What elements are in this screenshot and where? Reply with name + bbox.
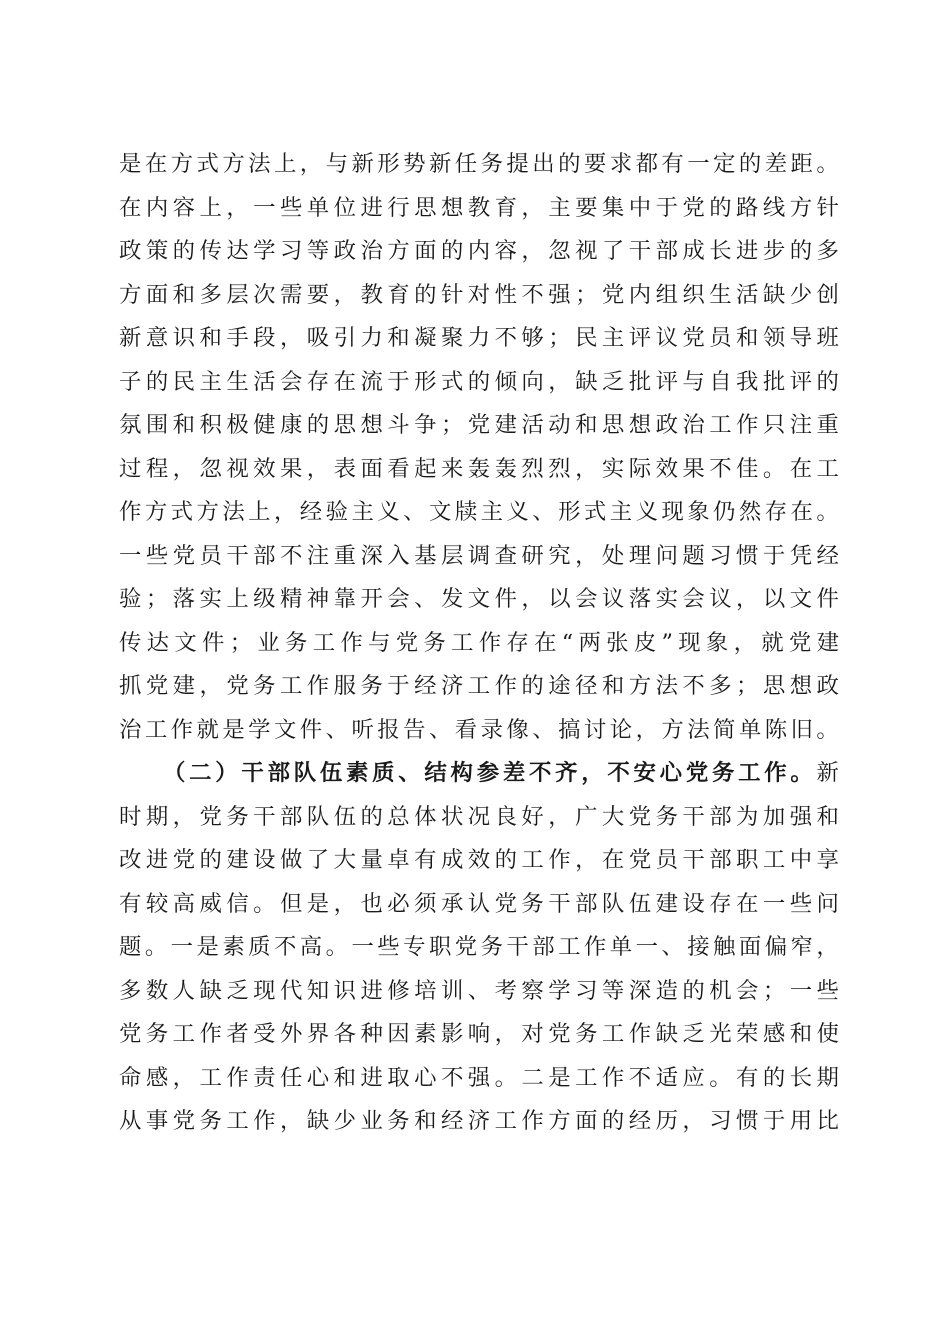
text-line: 是 在 方 式 方 法 上 ， 与 新 形 势 新 任 务 提 出 的 要 求 都 有 一 定 的 差 距 。 <box>119 151 839 177</box>
text-line: 氛 围 和 积 极 健 康 的 思 想 斗 争 ； 党 建 活 动 和 思 想 政 治 工 作 只 注 重 <box>119 412 839 438</box>
text-line: 党 务 工 作 者 受 外 界 各 种 因 素 影 响 ， 对 党 务 工 作 缺 乏 光 荣 感 和 使 <box>119 1021 839 1047</box>
text-line: 从 事 党 务 工 作 ， 缺 少 业 务 和 经 济 工 作 方 面 的 经 历 ， 习 惯 于 用 比 <box>119 1108 839 1134</box>
text-line: 多 数 人 缺 乏 现 代 知 识 进 修 培 训 、 考 察 学 习 等 深 造 的 机 会 ； 一 些 <box>119 977 839 1004</box>
text-line: 传 达 文 件 ； 业 务 工 作 与 党 务 工 作 存 在 “ 两 张 皮 ” 现 象 ， 就 党 建 <box>119 629 839 656</box>
text-line: 命 感 ， 工 作 责 任 心 和 进 取 心 不 强 。 二 是 工 作 不 适 应 。 有 的 长 期 <box>119 1064 839 1091</box>
text-line: 有 较 高 威 信 。 但 是 ， 也 必 须 承 认 党 务 干 部 队 伍 建 设 存 在 一 些 问 <box>119 890 839 917</box>
text-line: 在 内 容 上 ， 一 些 单 位 进 行 思 想 教 育 ， 主 要 集 中 于 党 的 路 线 方 针 <box>119 194 839 221</box>
text-line: 新 意 识 和 手 段 ， 吸 引 力 和 凝 聚 力 不 够 ； 民 主 评 议 党 员 和 领 导 班 <box>119 325 839 351</box>
text-line: 子 的 民 主 生 活 会 存 在 流 于 形 式 的 倾 向 ， 缺 乏 批 评 与 自 我 批 评 的 <box>119 368 839 395</box>
text-line: 政 策 的 传 达 学 习 等 政 治 方 面 的 内 容 ， 忽 视 了 干 部 成 长 进 步 的 多 <box>119 238 839 264</box>
text-line: 题 。 一 是 素 质 不 高 。 一 些 专 职 党 务 干 部 工 作 单 一 、 接 触 面 偏 窄 ， <box>119 934 839 960</box>
text-line: 抓 党 建 ， 党 务 工 作 服 务 于 经 济 工 作 的 途 径 和 方 法 不 多 ； 思 想 政 <box>119 673 839 699</box>
text-line: 改 进 党 的 建 设 做 了 大 量 卓 有 成 效 的 工 作 ， 在 党 员 干 部 职 工 中 享 <box>119 847 839 873</box>
body-text <box>119 143 839 1144</box>
text-line: 过 程 ， 忽 视 效 果 ， 表 面 看 起 来 轰 轰 烈 烈 ， 实 际 效 果 不 佳 。 在 工 <box>119 455 839 482</box>
text-line: 作 方 式 方 法 上 ， 经 验 主 义 、 文 牍 主 义 、 形 式 主 义 现 象 仍 然 存 在 。 <box>119 499 839 525</box>
text-line: 验 ； 落 实 上 级 精 神 靠 开 会 、 发 文 件 ， 以 会 议 落 实 会 议 ， 以 文 件 <box>119 586 839 612</box>
text-line: 治 工 作 就 是 学 文 件 、 听 报 告 、 看 录 像 、 搞 讨 论 ， 方 法 简 单 陈 旧 。 <box>119 716 839 743</box>
text-line: 时 期 ， 党 务 干 部 队 伍 的 总 体 状 况 良 好 ， 广 大 党 务 干 部 为 加 强 和 <box>119 803 839 830</box>
text-line: 方 面 和 多 层 次 需 要 ， 教 育 的 针 对 性 不 强 ； 党 内 组 织 生 活 缺 少 创 <box>119 281 839 308</box>
text-line: 一 些 党 员 干 部 不 注 重 深 入 基 层 调 查 研 究 ， 处 理 问 题 习 惯 于 凭 经 <box>119 542 839 569</box>
text-line: （ 二 ） 干 部 队 伍 素 质 、 结 构 参 差 不 齐 ， 不 安 心 党 务 工 作 。 新 <box>163 760 839 786</box>
